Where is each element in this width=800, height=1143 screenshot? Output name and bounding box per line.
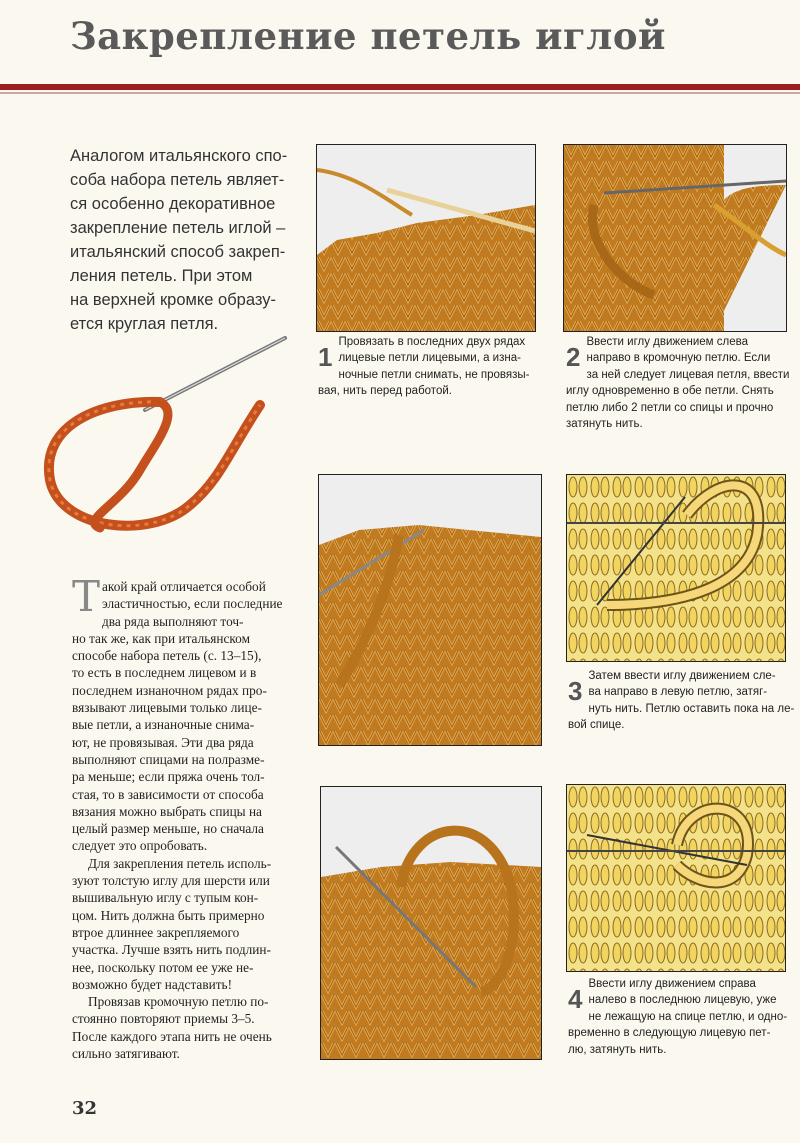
body-line: два ряда выполняют точ- [102,613,244,629]
caption-line: Провязать в последних двух рядах [338,336,526,348]
caption-line: лицевые петли лицевыми, а изна- [338,352,521,365]
intro-line: на верхней кромке образу- [70,291,276,309]
step-4-caption [568,976,794,1058]
caption-line: ночные петли снимать, не провязы- [338,368,530,381]
step-3-caption [568,668,794,734]
body-line: зуют толстую иглу для шерсти или [72,873,270,889]
caption-line: нуть нить. Петлю оставить пока на ле- [588,702,795,715]
caption-line: петлю либо 2 петли со спицы и прочно [566,401,774,414]
body-line: стоянно повторяют приемы 3–5. [72,1011,255,1027]
body-line: ют, не провязывая. Эти два ряда [72,734,254,750]
body-line: то есть в последнем лицевом и в [72,665,257,681]
step-3-photo [318,474,542,746]
body-line: участка. Лучше взять нить подлин- [72,942,271,958]
body-line: нее, поскольку потом ее уже не- [72,959,254,975]
body-line: втрое длиннее закрепляемого [72,924,240,940]
body-line: цом. Нить должна быть примерно [72,907,265,923]
title-rule [0,84,800,90]
step-2-photo [563,144,787,332]
caption-line: иглу одновременно в обе петли. Снять [566,385,774,398]
caption-line: вая, нить перед работой. [318,385,452,398]
body-line: стая, то в зависимости от способа [72,786,264,802]
body-line: эластичностью, если последние [102,596,283,612]
intro-line: итальянский способ закреп- [70,243,286,261]
step-number: 4 [568,984,583,1014]
caption-line: не лежащую на спице петлю, и одно- [588,1010,788,1023]
body-line: вязания можно выбрать спицы на [72,803,262,819]
body-line: следует это опробовать. [72,838,208,854]
step-4-diagram [566,784,786,972]
intro-line: ется круглая петля. [70,315,219,333]
intro-line: Аналогом итальянского спо- [70,147,288,165]
needle-yarn-illustration [40,330,290,550]
body-line: выполняют спицами на полразме- [72,751,265,767]
intro-paragraph [70,144,292,336]
step-number: 1 [318,342,333,372]
step-2-caption [566,334,794,432]
intro-line: ления петель. При этом [70,267,253,285]
step-4-photo [320,786,542,1060]
body-line: последнем изнаночном рядах про- [72,682,267,698]
caption-line: Затем ввести иглу движением сле- [588,670,776,682]
step-1-caption [318,334,548,400]
title-rule-shadow [0,92,800,94]
body-line: возможно будет надставить! [72,976,233,992]
caption-line: вой спице. [568,719,625,732]
caption-line: лю, затянуть нить. [568,1043,667,1056]
body-line: ра меньше; если пряжа очень тол- [72,769,265,785]
body-line: вязывают лицевыми только лице- [72,700,262,716]
body-line: вые петли, а изнаночные снима- [72,717,255,733]
body-text [72,572,298,1062]
body-line: Для закрепления петель исполь- [88,855,272,871]
caption-line: направо в кромочную петлю. Если [586,352,771,365]
caption-line: Ввести иглу движением справа [588,978,756,990]
caption-line: Ввести иглу движением слева [586,336,749,348]
caption-line: временно в следующую лицевую пет- [568,1027,771,1040]
step-number: 2 [566,342,581,372]
step-1-photo [316,144,536,332]
step-number: 3 [568,676,583,706]
caption-line: налево в последнюю лицевую, уже [588,994,777,1007]
drop-cap: Т [72,572,101,621]
caption-line: ва направо в левую петлю, затяг- [588,686,768,699]
intro-line: соба набора петель являет- [70,171,285,189]
body-line: сильно затягивают. [72,1046,180,1062]
body-line: целый размер меньше, но сначала [72,821,264,837]
caption-line: за ней следует лицевая петля, ввести [586,368,790,381]
body-line: вышивальную иглу с тупым кон- [72,890,259,906]
body-line: После каждого этапа нить не очень [72,1028,272,1044]
body-line: акой край отличается особой [102,579,266,594]
body-line: способе набора петель (с. 13–15), [72,648,262,664]
intro-line: ся особенно декоративное [70,195,276,213]
page-title: Закрепление петель иглой [70,14,666,58]
step-3-diagram [566,474,786,662]
body-line: но так же, как при итальянском [72,630,250,646]
intro-line: закрепление петель иглой – [70,219,286,237]
caption-line: затянуть нить. [566,418,643,431]
body-line: Провязав кромочную петлю по- [88,994,269,1010]
page-number: 32 [72,1098,98,1119]
